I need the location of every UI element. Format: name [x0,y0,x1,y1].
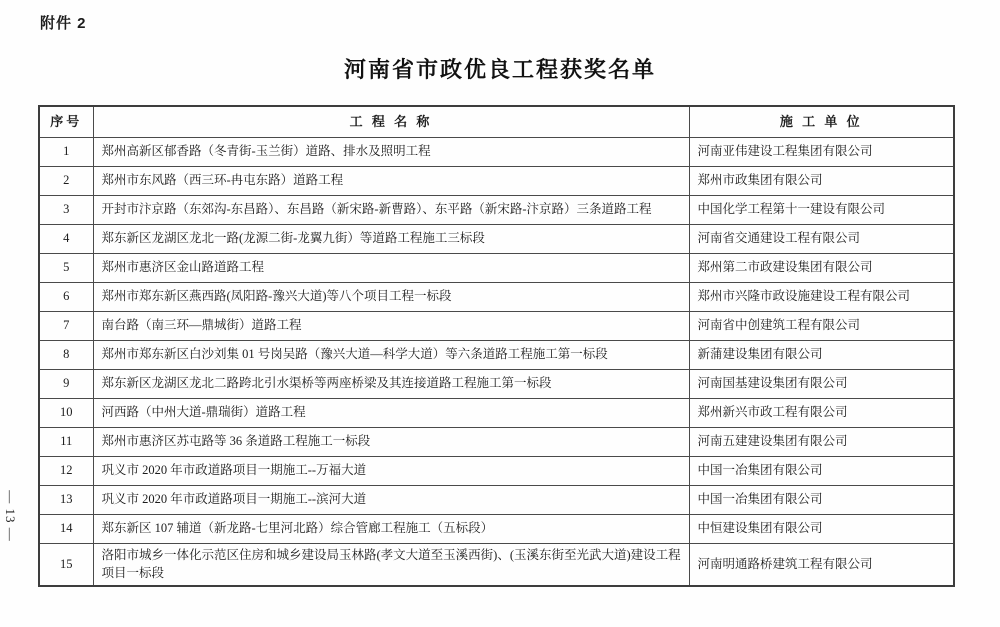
table-row [39,514,954,543]
project-name-cell: 巩义市 2020 年市政道路项目一期施工--万福大道 [93,456,689,485]
project-name-cell: 郑东新区龙湖区龙北一路(龙源二街-龙翼九街）等道路工程施工三标段 [93,224,689,253]
row-number-cell: 12 [39,456,93,485]
company-name-cell: 河南五建建设集团有限公司 [689,427,954,456]
award-table [38,105,955,587]
project-name-cell: 巩义市 2020 年市政道路项目一期施工--滨河大道 [93,485,689,514]
row-number-cell: 4 [39,224,93,253]
table-row [39,137,954,166]
row-number-cell: 2 [39,166,93,195]
company-name-cell: 河南省交通建设工程有限公司 [689,224,954,253]
company-name-cell: 中恒建设集团有限公司 [689,514,954,543]
table-row [39,311,954,340]
project-name-cell: 郑东新区龙湖区龙北二路跨北引水渠桥等两座桥梁及其连接道路工程施工第一标段 [93,369,689,398]
company-name-cell: 郑州第二市政建设集团有限公司 [689,253,954,282]
table-row [39,340,954,369]
company-name-cell: 中国化学工程第十一建设有限公司 [689,195,954,224]
project-name-cell: 开封市汴京路（东郊沟-东昌路）、东昌路（新宋路-新曹路）、东平路（新宋路-汴京路）三条道路工程 [93,195,689,224]
company-name-cell: 新蒲建设集团有限公司 [689,340,954,369]
project-name-cell: 郑东新区 107 辅道（新龙路-七里河北路）综合管廊工程施工（五标段） [93,514,689,543]
company-name-cell: 中国一冶集团有限公司 [689,485,954,514]
company-name-cell: 河南国基建设集团有限公司 [689,369,954,398]
project-name-cell: 河西路（中州大道-鼎瑞街）道路工程 [93,398,689,427]
project-name-cell: 南台路（南三环—鼎城街）道路工程 [93,311,689,340]
project-name-cell: 郑州市郑东新区白沙刘集 01 号岗吴路（豫兴大道—科学大道）等六条道路工程施工第一标段 [93,340,689,369]
column-header-project: 工 程 名 称 [93,106,689,137]
table-row [39,456,954,485]
row-number-cell: 11 [39,427,93,456]
company-name-cell: 河南亚伟建设工程集团有限公司 [689,137,954,166]
project-name-cell: 洛阳市城乡一体化示范区住房和城乡建设局玉林路(孝文大道至玉溪西街)、(玉溪东街至光武大道)建设工程项目一标段 [93,543,689,586]
column-header-company: 施 工 单 位 [689,106,954,137]
project-name-cell: 郑州市郑东新区燕西路(凤阳路-豫兴大道)等八个项目工程一标段 [93,282,689,311]
row-number-cell: 5 [39,253,93,282]
row-number-cell: 6 [39,282,93,311]
table-row [39,427,954,456]
row-number-cell: 15 [39,543,93,586]
row-number-cell: 7 [39,311,93,340]
attachment-label: 附件 2 [40,15,87,32]
project-name-cell: 郑州市惠济区金山路道路工程 [93,253,689,282]
company-name-cell: 郑州市政集团有限公司 [689,166,954,195]
table-body [39,137,954,586]
row-number-cell: 8 [39,340,93,369]
project-name-cell: 郑州市惠济区苏屯路等 36 条道路工程施工一标段 [93,427,689,456]
project-name-cell: 郑州市东风路（西三环-冉屯东路）道路工程 [93,166,689,195]
company-name-cell: 河南明通路桥建筑工程有限公司 [689,543,954,586]
table-row [39,224,954,253]
row-number-cell: 13 [39,485,93,514]
column-header-no: 序号 [39,106,93,137]
table-row [39,543,954,586]
table-row [39,398,954,427]
table-row [39,195,954,224]
page-number: — 13 — [3,490,18,542]
company-name-cell: 中国一冶集团有限公司 [689,456,954,485]
table-row [39,166,954,195]
company-name-cell: 郑州新兴市政工程有限公司 [689,398,954,427]
row-number-cell: 1 [39,137,93,166]
row-number-cell: 14 [39,514,93,543]
row-number-cell: 3 [39,195,93,224]
company-name-cell: 河南省中创建筑工程有限公司 [689,311,954,340]
table-row [39,282,954,311]
table-header-row [39,106,954,137]
company-name-cell: 郑州市兴隆市政设施建设工程有限公司 [689,282,954,311]
row-number-cell: 9 [39,369,93,398]
table-row [39,369,954,398]
row-number-cell: 10 [39,398,93,427]
page-title: 河南省市政优良工程获奖名单 [343,57,656,82]
project-name-cell: 郑州高新区郁香路（冬青街-玉兰街）道路、排水及照明工程 [93,137,689,166]
table-row [39,253,954,282]
table-row [39,485,954,514]
